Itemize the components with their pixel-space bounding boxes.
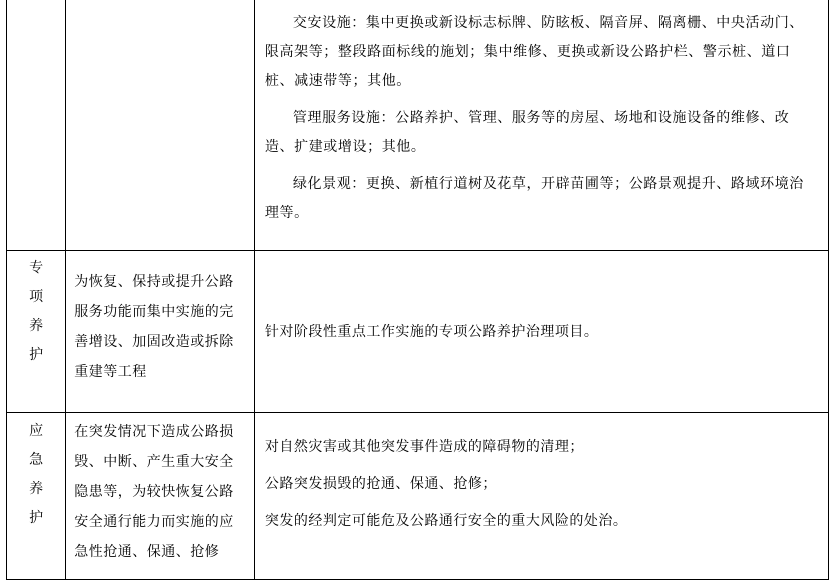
category-description-cell (66, 251, 255, 413)
category-description-cell (66, 413, 255, 580)
maintenance-category-table (6, 0, 829, 580)
label-char: 养 (29, 481, 44, 497)
table-row (7, 413, 829, 580)
label-char: 应 (29, 423, 44, 439)
category-description-cell (66, 0, 255, 251)
category-label-cell (7, 251, 66, 413)
category-label-cell (7, 413, 66, 580)
label-char: 专 (29, 260, 44, 276)
content-paragraph: 交安设施：集中更换或新设标志标牌、防眩板、隔音屏、隔离栅、中央活动门、限高架等；整段路面标线的施划；集中维修、更换或新设公路护栏、警示桩、道口桩、减速带等；其他。 (264, 15, 804, 89)
category-content-cell (254, 413, 828, 580)
table-row (7, 0, 829, 251)
label-char: 急 (29, 452, 44, 468)
category-label-cell (7, 0, 66, 251)
label-char: 养 (29, 318, 44, 334)
table-row (7, 251, 829, 413)
content-item: 针对阶段性重点工作实施的专项公路养护治理项目。 (264, 323, 599, 340)
content-paragraph: 绿化景观：更换、新植行道树及花草，开辟苗圃等；公路景观提升、路域环境治理等。 (264, 176, 804, 221)
content-item: 公路突发损毁的抢通、保通、抢修； (264, 476, 497, 492)
content-item: 突发的经判定可能危及公路通行安全的重大风险的处治。 (264, 513, 628, 529)
category-label (7, 413, 65, 533)
content-item: 对自然灾害或其他突发事件造成的障碍物的清理； (264, 439, 584, 455)
category-content-cell (254, 0, 828, 251)
category-content-cell (254, 251, 828, 413)
label-char: 护 (29, 510, 44, 526)
label-char: 护 (29, 347, 44, 363)
category-description: 为恢复、保持或提升公路服务功能而集中实施的完善增设、加固改造或拆除重建等工程 (74, 274, 234, 380)
content-paragraph: 管理服务设施：公路养护、管理、服务等的房屋、场地和设施设备的维修、改造、扩建或增设；其他。 (264, 110, 790, 155)
category-label (7, 251, 65, 370)
label-char: 项 (29, 289, 44, 305)
category-description: 在突发情况下造成公路损毁、中断、产生重大安全隐患等，为较快恢复公路安全通行能力而实施的应急性抢通、保通、抢修 (74, 424, 234, 560)
